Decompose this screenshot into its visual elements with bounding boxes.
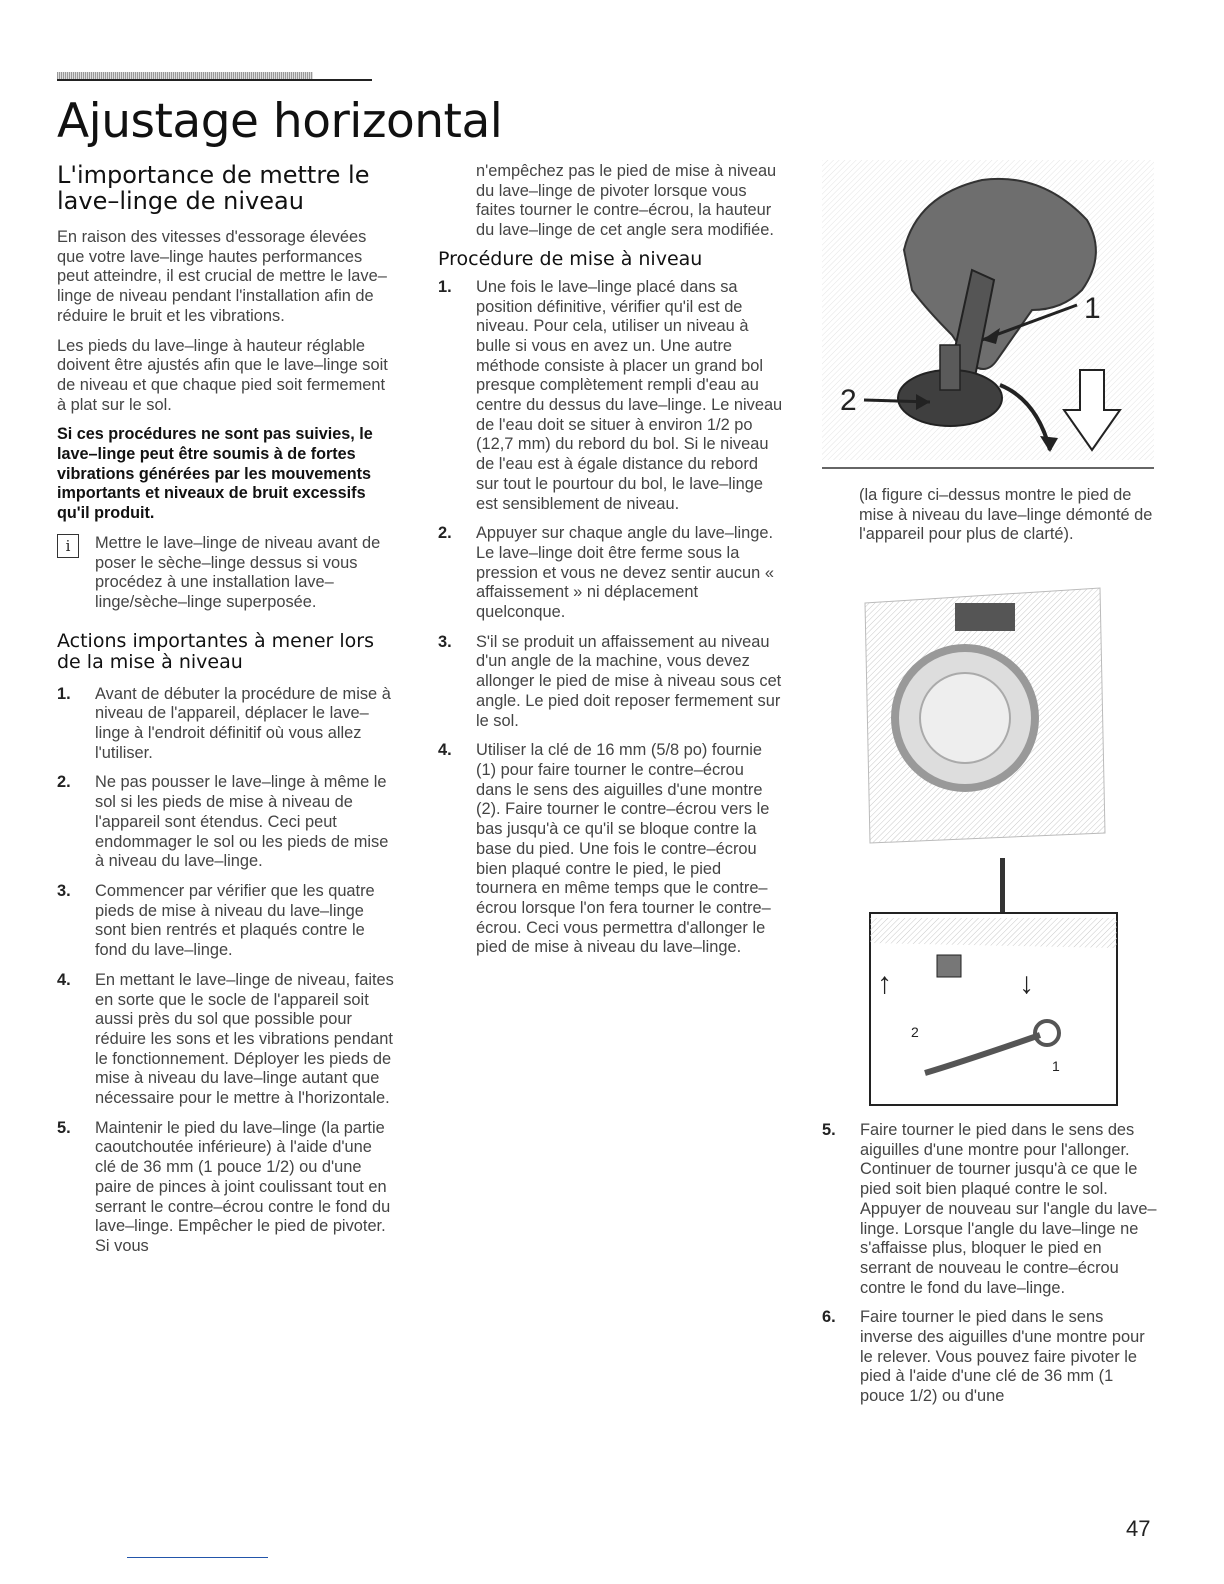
actions-list xyxy=(57,685,397,1257)
label-2: 2 xyxy=(840,384,857,417)
procedure-list-continued xyxy=(822,1121,1157,1407)
washer-door-glass xyxy=(920,673,1010,763)
list-item xyxy=(57,882,397,961)
label-2: 2 xyxy=(911,1024,919,1040)
column-left xyxy=(57,162,397,1267)
up-arrow-icon: ↑ xyxy=(877,967,892,1000)
foot-stem-shape xyxy=(940,345,960,390)
leveling-foot-figure xyxy=(822,160,1154,470)
list-item-number: 4. xyxy=(57,970,71,989)
list-item-text: Avant de débuter la procédure de mise à niveau de l'appareil, déplacer le lave–linge à l'endroit définitif où vous allez l'utiliser. xyxy=(95,684,391,762)
list-item xyxy=(57,773,397,872)
list-item-text: Ne pas pousser le lave–linge à même le sol si les pieds de mise à niveau de l'appareil sont étendus. Ceci peut endommager le sol ou les pieds de mise à niveau du lave–linge. xyxy=(95,773,389,871)
list-item-number: 1. xyxy=(438,277,452,296)
list-item-text: Utiliser la clé de 16 mm (5/8 po) fournie (1) pour faire tourner le contre–écrou dans le sens des aiguilles d'une montre (2). Faire tourner le contre–écrou vers le bas jusqu'à ce qu'il se bloque contre la base du pied. Une fois le contre–écrou bien plaqué contre le pied, le pied tournera en même temps que le contre–écrou lorsque l'on fera tourner le contre–écrou. Ceci vous permettra d'allonger le pied de mise à niveau du lave–linge. xyxy=(476,741,771,957)
intro-heading: L'importance de mettre le lave–linge de niveau xyxy=(57,161,370,215)
list-item-number: 6. xyxy=(822,1308,836,1327)
list-item-number: 4. xyxy=(438,741,452,760)
list-item-text: S'il se produit un affaissement au niveau d'un angle de la machine, vous devez allonger le pied de mise à niveau sous cet angle. Le pied doit reposer fermement sur le sol. xyxy=(476,632,782,730)
list-item-text: En mettant le lave–linge de niveau, faites en sorte que le socle de l'appareil soit aussi près du sol que possible pour réduire les sons et les vibrations pendant le fonctionnement. Déployer les pieds de mise à niveau du lave–linge autant que nécessaire pour le mettre à l'horizontale. xyxy=(95,970,394,1108)
foot-detail xyxy=(937,955,961,977)
page-number: 47 xyxy=(1126,1516,1151,1541)
list-item-text: Maintenir le pied du lave–linge (la partie caoutchoutée inférieure) à l'aide d'une clé de 36 mm (1 pouce 1/2) ou d'une paire de pinces à joint coulissant tout en serrant le contre–écrou contre le fond du lave–linge. Empêcher le pied de pivoter. Si vous xyxy=(95,1118,391,1255)
list-item xyxy=(822,1308,1157,1407)
procedure-heading: Procédure de mise à niveau xyxy=(438,247,703,270)
page-title: Ajustage horizontal xyxy=(57,94,503,149)
list-item-number: 1. xyxy=(57,684,71,703)
list-item-number: 3. xyxy=(57,881,71,900)
warning-text: Si ces procédures ne sont pas suivies, le lave–linge peut être soumis à de fortes vibrations générées par les mouvements importants et niveaux de bruit excessifs qu'il produit. xyxy=(57,425,373,523)
info-icon: i xyxy=(57,534,79,558)
list-item xyxy=(438,524,783,623)
washer-base-detail xyxy=(870,918,1117,948)
info-note-text: Mettre le lave–linge de niveau avant de poser le sèche–linge dessus si vous procédez à une installation lave–linge/sèche–linge superposée. xyxy=(95,533,381,611)
column-right-list xyxy=(822,1121,1157,1417)
list-item-text: Faire tourner le pied dans le sens des aiguilles d'une montre pour l'allonger. Continuer de tourner jusqu'à ce que le pied soit bien plaqué contre le sol. Appuyer de nouveau sur l'angle du lave–linge. Lorsque l'angle du lave–linge ne s'affaisse plus, bloquer le pied en serrant de nouveau le contre–écrou contre le fond du lave–linge. xyxy=(860,1121,1157,1297)
list-item-number: 5. xyxy=(822,1121,836,1139)
list-item xyxy=(57,971,397,1109)
figure-caption: (la figure ci–dessus montre le pied de mise à niveau du lave–linge démonté de l'appareil pour plus de clarté). xyxy=(859,486,1153,544)
info-note xyxy=(57,534,397,613)
list-item-text: Une fois le lave–linge placé dans sa position définitive, vérifier qu'il est de niveau. Pour cela, utiliser un niveau à bulle si vous en avez un. Une autre méthode consiste à placer un grand bol presque complètement rempli d'eau au centre du dessus du lave–linge. Le niveau de l'eau doit se situer à environ 1/2 po (12,7 mm) du rebord du bol. Si le niveau de l'eau est à égale distance du rebord sur tout le pourtour du bol, le lave–linge est sensiblement de niveau. xyxy=(476,277,783,513)
continuation-text: n'empêchez pas le pied de mise à niveau du lave–linge de pivoter lorsque vous faites tourner le contre–écrou, la hauteur du lave–linge de cet angle sera modifiée. xyxy=(476,162,777,240)
intro-paragraph-2: Les pieds du lave–linge à hauteur réglable doivent être ajustés afin que le lave–linge soit de niveau et que chaque pied soit fermement à plat sur le sol. xyxy=(57,336,388,414)
washer-leveling-figure xyxy=(855,583,1120,1108)
list-item xyxy=(438,741,783,958)
list-item xyxy=(438,633,783,732)
label-1: 1 xyxy=(1084,292,1101,325)
control-panel xyxy=(955,603,1015,631)
column-middle xyxy=(438,162,783,968)
label-1: 1 xyxy=(1052,1058,1060,1074)
list-item-text: Commencer par vérifier que les quatre pieds de mise à niveau du lave–linge sont bien rentrés et plaqués contre le fond du lave–linge. xyxy=(95,881,375,960)
list-item-number: 2. xyxy=(57,773,71,792)
list-item xyxy=(822,1121,1157,1298)
header-rule-line xyxy=(57,79,372,81)
list-item-number: 2. xyxy=(438,524,452,543)
actions-heading: Actions importantes à mener lors de la mise à niveau xyxy=(57,629,375,673)
intro-paragraph-1: En raison des vitesses d'essorage élevées que votre lave–linge hautes performances peut atteindre, il est crucial de mettre le lave–linge de niveau pendant l'installation afin de réduire le bruit et les vibrations. xyxy=(57,228,387,325)
pointer-stem xyxy=(1000,858,1005,913)
list-item-text: Faire tourner le pied dans le sens inverse des aiguilles d'une montre pour le relever. Vous pouvez faire pivoter le pied à l'aide d'une clé de 36 mm (1 pouce 1/2) ou d'une xyxy=(860,1308,1145,1406)
list-item-number: 5. xyxy=(57,1118,71,1137)
list-item-number: 3. xyxy=(438,632,452,651)
bottom-rule xyxy=(127,1557,268,1558)
procedure-list xyxy=(438,278,783,958)
list-item xyxy=(438,278,783,514)
down-arrow-icon: ↓ xyxy=(1019,967,1034,1000)
list-item-text: Appuyer sur chaque angle du lave–linge. Le lave–linge doit être ferme sous la pression et vous ne devez sentir aucun « affaissement » ni déplacement quelconque. xyxy=(476,524,774,622)
list-item xyxy=(57,685,397,764)
list-item xyxy=(57,1119,397,1257)
